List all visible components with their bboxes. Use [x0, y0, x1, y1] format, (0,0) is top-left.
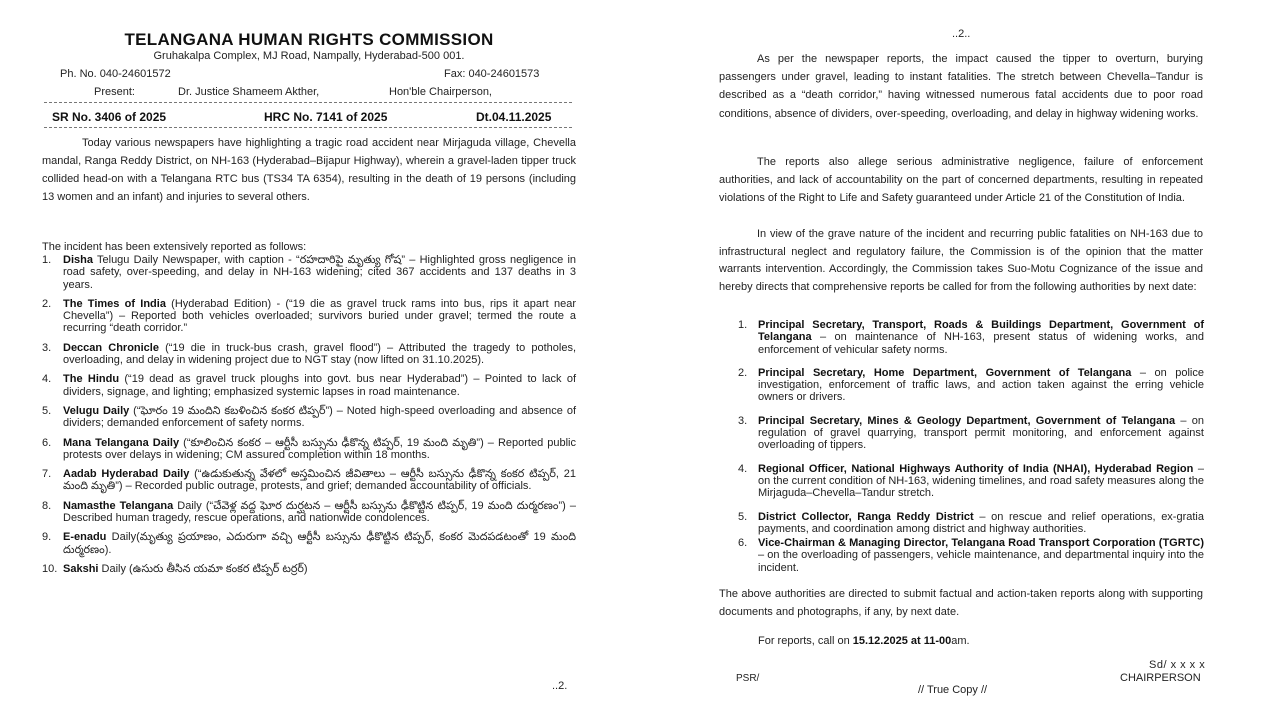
item-number: 6. — [42, 436, 52, 449]
reported-intro: The incident has been extensively reported as follows: — [42, 241, 307, 253]
authority-name: District Collector, Ranga Reddy District — [758, 510, 974, 523]
paragraph-directions: The above authorities are directed to submit factual and action-taken reports along with supporting documents and photographs, if any, by next date. — [719, 588, 1203, 618]
authority-direction: – on the overloading of passengers, vehicle maintenance, and departmental inquiry into the incident. — [758, 549, 1204, 574]
authority-item — [738, 415, 1204, 452]
authority-name: Principal Secretary, Mines & Geology Department, Government of Telangana — [758, 414, 1176, 427]
authority-name: Principal Secretary, Transport, Roads & Buildings Department, Government of Telangana — [758, 319, 1204, 344]
present-role: Hon'ble Chairperson, — [389, 86, 492, 98]
item-number: 2. — [42, 297, 52, 310]
authority-name: Principal Secretary, Home Department, Government of Telangana — [758, 366, 1132, 379]
list-item — [42, 298, 576, 335]
authority-item — [738, 537, 1204, 574]
authority-number: 6. — [738, 537, 748, 550]
fax-number: Fax: 040-24601573 — [444, 68, 540, 80]
authority-item — [738, 511, 1204, 536]
reports-suffix: am. — [951, 635, 970, 647]
authority-name: Regional Officer, National Highways Authority of India (NHAI), Hyderabad Region — [758, 462, 1194, 475]
chairperson-designation: CHAIRPERSON — [1120, 672, 1201, 684]
continued-marker: ..2. — [552, 680, 568, 692]
newspaper-list — [42, 254, 576, 575]
authority-direction: – on the current condition of NH-163, widening timelines, and road safety measures along the Mirjaguda–Chevella–Tandur stretch. — [758, 462, 1204, 500]
page-marker: ..2.. — [952, 28, 971, 40]
authority-item — [738, 319, 1204, 356]
true-copy: // True Copy // — [918, 684, 988, 696]
item-source: The Times of India — [63, 297, 166, 310]
item-number: 4. — [42, 373, 52, 386]
authority-direction: – on maintenance of NH-163, present status of widening works, and enforcement of vehicular safety norms. — [758, 331, 1204, 356]
hrc-number: HRC No. 7141 of 2025 — [264, 110, 388, 124]
item-text: Daily (“చేవెళ్ల వద్ద ఘోర దుర్ఘటన – ఆర్టీసీ బస్సును ఢీకొట్టిన టిప్పర్, 19 మంది దుర్మరణం”) – Described human tragedy, rescue operations, and nationwide condolences. — [63, 499, 576, 525]
item-text: (“కూలించిన కంకర – ఆర్టీసీ బస్సును ఢీకొన్న టిప్పర్, 19 మంది మృతి”) – Reported public protests over delays in widening; CM assured completion within 18 months. — [63, 436, 576, 461]
intro-paragraph: Today various newspapers have highlighting a tragic road accident near Mirjaguda village, Chevella mandal, Ranga Reddy District, on NH-163 (Hyderabad–Bijapur Highway), wherein a gravel-laden tipper truck collided head-on with a Telangana RTC bus (TS34 TA 6354), resulting in the death of 19 persons (including 13 women and an infant) and injuries to several others. — [42, 137, 576, 203]
authority-number: 1. — [738, 319, 748, 331]
commission-title: TELANGANA HUMAN RIGHTS COMMISSION — [124, 30, 494, 49]
item-number: 5. — [42, 404, 52, 417]
list-item — [42, 468, 576, 493]
item-source: Mana Telangana Daily — [63, 436, 180, 449]
authority-direction: – on regulation of gravel quarrying, transport permit monitoring, and enforcement against overloading of tippers. — [758, 414, 1204, 452]
list-item — [42, 531, 576, 556]
item-text: (“19 die in truck-bus crash, gravel flood”) – Attributed the tragedy to potholes, overloading, and delay in widening project due to NGT stay (now lifted on 31.10.2025). — [63, 341, 576, 367]
sr-number: SR No. 3406 of 2025 — [52, 110, 167, 124]
reports-line — [758, 635, 970, 647]
list-item — [42, 254, 576, 291]
header-divider-top — [44, 102, 572, 103]
signature: Sd/ x x x x — [1149, 659, 1206, 671]
item-source: Velugu Daily — [63, 404, 130, 417]
list-item — [42, 437, 576, 462]
item-source: Namasthe Telangana — [63, 499, 174, 512]
header-divider-bottom — [44, 127, 572, 128]
paragraph-cognizance: In view of the grave nature of the incident and recurring public fatalities on NH-163 due to infrastructural neglect and regulatory failure, the Commission is of the opinion that the matter warrants intervention. Accordingly, the Commission takes Suo-Motu Cognizance of the issue and hereby directs that comprehensive reports be called for from the following authorities by next date: — [719, 228, 1203, 293]
authority-direction: – on rescue and relief operations, ex-gratia payments, and coordination among district and highway authorities. — [758, 510, 1204, 535]
reports-date: 15.12.2025 at 11-00 — [852, 635, 952, 647]
authority-item — [738, 463, 1204, 500]
authority-item — [738, 367, 1204, 404]
item-number: 7. — [42, 468, 52, 481]
reports-prefix: For reports, call on — [758, 635, 853, 647]
authority-number: 3. — [738, 414, 748, 427]
item-text: Daily(మృత్యు ప్రయాణం, ఎదురుగా వచ్చి ఆర్టీసీ బస్సును ఢీకొట్టిన టిప్పర్, కంకర మెదపడటంతో 19 మంది దుర్మరణం). — [63, 531, 576, 556]
item-source: E-enadu — [63, 531, 107, 544]
list-item — [42, 373, 576, 398]
item-source: Sakshi — [63, 562, 99, 575]
order-date: Dt.04.11.2025 — [476, 110, 552, 124]
list-item — [42, 342, 576, 367]
psr-reference: PSR/ — [736, 673, 760, 684]
item-number: 8. — [42, 499, 52, 512]
commission-address: Gruhakalpa Complex, MJ Road, Nampally, Hyderabad-500 001. — [153, 50, 465, 62]
item-source: Deccan Chronicle — [63, 341, 159, 354]
authority-name: Vice-Chairman & Managing Director, Telangana Road Transport Corporation (TGRTC) — [758, 537, 1204, 550]
list-item — [42, 563, 576, 575]
item-number: 10. — [42, 562, 58, 575]
present-name: Dr. Justice Shameem Akther, — [178, 86, 320, 98]
item-source: The Hindu — [63, 373, 120, 386]
paragraph-negligence: The reports also allege serious administrative negligence, failure of enforcement authorities, and lack of accountability on the part of concerned departments, resulting in repeated violations of the Right to Life and Safety guaranteed under Article 21 of the Constitution of India. — [719, 156, 1203, 205]
item-text: Daily (ఉసురు తీసిన యమా కంకర టిప్పర్ టర్రర్) — [98, 562, 308, 575]
item-text: Telugu Daily Newspaper, with caption - “రహదారిపై మృత్యు గోష” – Highlighted gross negligence in road safety, over-speeding, and delay in NH-163 widening; cited 367 accidents and 137 deaths in 3 years. — [63, 254, 576, 291]
list-item — [42, 405, 576, 430]
item-number: 9. — [42, 531, 52, 544]
item-number: 3. — [42, 341, 52, 354]
item-number: 1. — [42, 254, 52, 266]
authorities-list — [738, 319, 1204, 576]
right-page — [714, 0, 1208, 720]
authority-number: 4. — [738, 462, 748, 475]
item-source: Aadab Hyderabad Daily — [63, 468, 190, 481]
item-text: (“ఘోరం 19 మందిని కబళించిన కంకర టిప్పర్”) – Noted high-speed overloading and absence of dividers; demanded enforcement of safety norms. — [63, 404, 576, 430]
item-text: (“19 dead as gravel truck ploughs into govt. bus near Hyderabad”) – Pointed to lack of dividers, signage, and lighting; emphasized systemic lapses in road maintenance. — [63, 373, 576, 398]
present-label: Present: — [94, 86, 135, 98]
paragraph-impact: As per the newspaper reports, the impact caused the tipper to overturn, burying passengers under gravel, leading to instant fatalities. The stretch between Chevella–Tandur is described as a “death corridor,” having witnessed numerous fatal accidents due to poor road conditions, absence of dividers, over-speeding, overloading, and delay in highway widening works. — [719, 53, 1203, 120]
authority-number: 2. — [738, 366, 748, 379]
item-text: (“ఉడుకుతున్న వేళలో అస్తమించిన జీవితాలు – ఆర్టీసీ బస్సును ఢీకొన్న కంకర టిప్పర్, 21 మంది మృతి”) – Recorded public outrage, protests, and grief; demanded accountability of officials. — [63, 468, 577, 493]
list-item — [42, 500, 576, 525]
item-text: (Hyderabad Edition) - (“19 die as gravel truck rams into bus, rips it apart near Chevella”) – Reported both vehicles overloaded; survivors buried under gravel; termed the route a recurring “death corridor.” — [63, 297, 576, 335]
item-source: Disha — [63, 254, 93, 266]
phone-number: Ph. No. 040-24601572 — [60, 68, 171, 80]
left-page — [38, 0, 580, 720]
authority-number: 5. — [738, 510, 748, 523]
authority-direction: – on police investigation, enforcement of traffic laws, and action taken against the erring vehicle owners or drivers. — [758, 366, 1204, 404]
